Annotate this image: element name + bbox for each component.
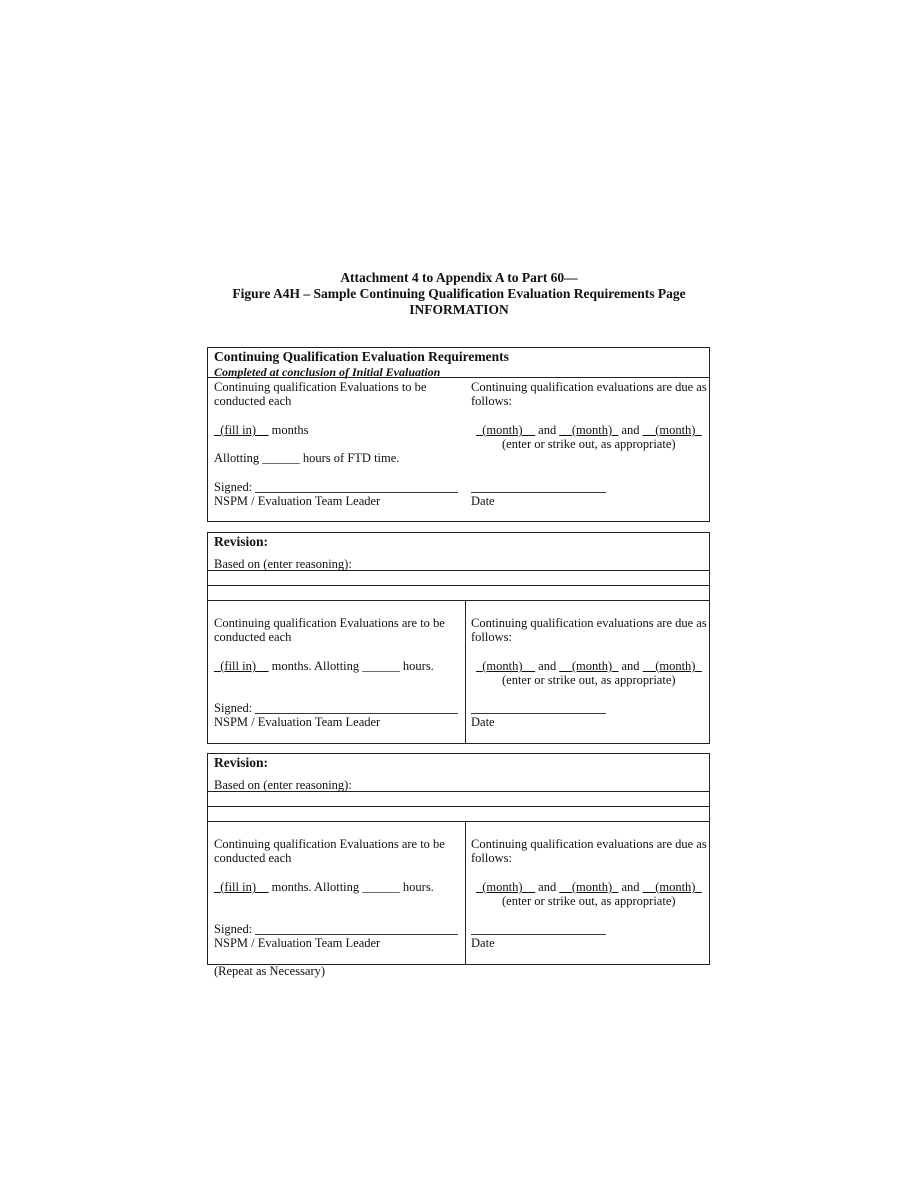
- right-text-line-1: Continuing qualification evaluations are due as: [471, 380, 707, 394]
- months-label: months: [271, 423, 309, 437]
- leader-label: NSPM / Evaluation Team Leader: [214, 494, 381, 508]
- enter-note: (enter or strike out, as appropriate): [502, 673, 676, 687]
- month-field-1[interactable]: (month): [482, 659, 523, 673]
- right-text-line-1: Continuing qualification evaluations are due as: [471, 837, 707, 851]
- right-text-line-2: follows:: [471, 630, 512, 644]
- enter-note: (enter or strike out, as appropriate): [502, 894, 676, 908]
- right-text-line-1: Continuing qualification evaluations are due as: [471, 616, 707, 630]
- reasoning-line-3[interactable]: [208, 600, 709, 601]
- month-field-3[interactable]: (month): [655, 423, 696, 437]
- allotting-hours-field[interactable]: Allotting ______ hours of FTD time.: [214, 451, 400, 465]
- signed-label: Signed:: [214, 480, 253, 494]
- left-text-line-1: Continuing qualification Evaluations are to be: [214, 616, 445, 630]
- leader-label: NSPM / Evaluation Team Leader: [214, 715, 381, 729]
- revision-title: Revision:: [214, 755, 268, 770]
- month-field-2[interactable]: (month): [571, 423, 613, 437]
- date-line[interactable]: [471, 492, 606, 493]
- leader-label: NSPM / Evaluation Team Leader: [214, 936, 381, 950]
- signature-line[interactable]: [255, 713, 458, 714]
- left-text-line-1: Continuing qualification Evaluations are to be: [214, 837, 445, 851]
- initial-requirements-box: [207, 347, 710, 522]
- date-line[interactable]: [471, 934, 606, 935]
- month-field-2[interactable]: (month): [571, 659, 613, 673]
- left-text-line-2: conducted each: [214, 851, 292, 865]
- month-field-1[interactable]: (month): [482, 880, 523, 894]
- divider: [208, 377, 709, 378]
- reasoning-line-1[interactable]: [208, 791, 709, 792]
- left-text-line-1: Continuing qualification Evaluations to be: [214, 380, 427, 394]
- month-fields[interactable]: _(month)__ and __(month)_ and __(month)_: [476, 659, 702, 673]
- right-text-line-2: follows:: [471, 394, 512, 408]
- date-line[interactable]: [471, 713, 606, 714]
- month-field-2[interactable]: (month): [571, 880, 613, 894]
- fill-in-label: (fill in): [220, 880, 257, 894]
- reasoning-line-2[interactable]: [208, 585, 709, 586]
- fill-in-label: (fill in): [220, 423, 257, 437]
- reasoning-line-2[interactable]: [208, 806, 709, 807]
- month-fields[interactable]: _(month)__ and __(month)_ and __(month)_: [476, 423, 702, 437]
- reasoning-line-1[interactable]: [208, 570, 709, 571]
- month-field-3[interactable]: (month): [655, 880, 696, 894]
- column-divider: [465, 600, 466, 743]
- months-allotting-label: months. Allotting ______ hours.: [271, 880, 434, 894]
- based-on-label: Based on (enter reasoning):: [214, 778, 352, 792]
- initial-title: Continuing Qualification Evaluation Requirements: [214, 349, 509, 364]
- left-text-line-2: conducted each: [214, 630, 292, 644]
- enter-note: (enter or strike out, as appropriate): [502, 437, 676, 451]
- fill-in-months-field[interactable]: _(fill in)__ months. Allotting ______ hours.: [214, 659, 434, 673]
- header-line-3: INFORMATION: [409, 302, 509, 317]
- fill-in-label: (fill in): [220, 659, 257, 673]
- right-text-line-2: follows:: [471, 851, 512, 865]
- revision-title: Revision:: [214, 534, 268, 549]
- revision-box-2: [207, 753, 710, 965]
- left-text-line-2: conducted each: [214, 394, 292, 408]
- months-allotting-label: months. Allotting ______ hours.: [271, 659, 434, 673]
- reasoning-line-3[interactable]: [208, 821, 709, 822]
- fill-in-months-field[interactable]: _(fill in)__ months. Allotting ______ hours.: [214, 880, 434, 894]
- header-line-2: Figure A4H – Sample Continuing Qualification Evaluation Requirements Page: [232, 286, 686, 301]
- signature-line[interactable]: [255, 492, 458, 493]
- month-fields[interactable]: _(month)__ and __(month)_ and __(month)_: [476, 880, 702, 894]
- signed-label: Signed:: [214, 922, 253, 936]
- based-on-label: Based on (enter reasoning):: [214, 557, 352, 571]
- signed-label: Signed:: [214, 701, 253, 715]
- page-header: [0, 270, 918, 318]
- fill-in-months-field[interactable]: _(fill in)__ months: [214, 423, 309, 437]
- signature-line[interactable]: [255, 934, 458, 935]
- month-field-3[interactable]: (month): [655, 659, 696, 673]
- repeat-note: (Repeat as Necessary): [214, 964, 326, 978]
- header-line-1: Attachment 4 to Appendix A to Part 60—: [340, 270, 578, 285]
- month-field-1[interactable]: (month): [482, 423, 523, 437]
- initial-subtitle: Completed at conclusion of Initial Evaluation: [214, 365, 441, 379]
- date-label: Date: [471, 494, 495, 508]
- revision-box-1: [207, 532, 710, 744]
- date-label: Date: [471, 715, 495, 729]
- column-divider: [465, 821, 466, 964]
- date-label: Date: [471, 936, 495, 950]
